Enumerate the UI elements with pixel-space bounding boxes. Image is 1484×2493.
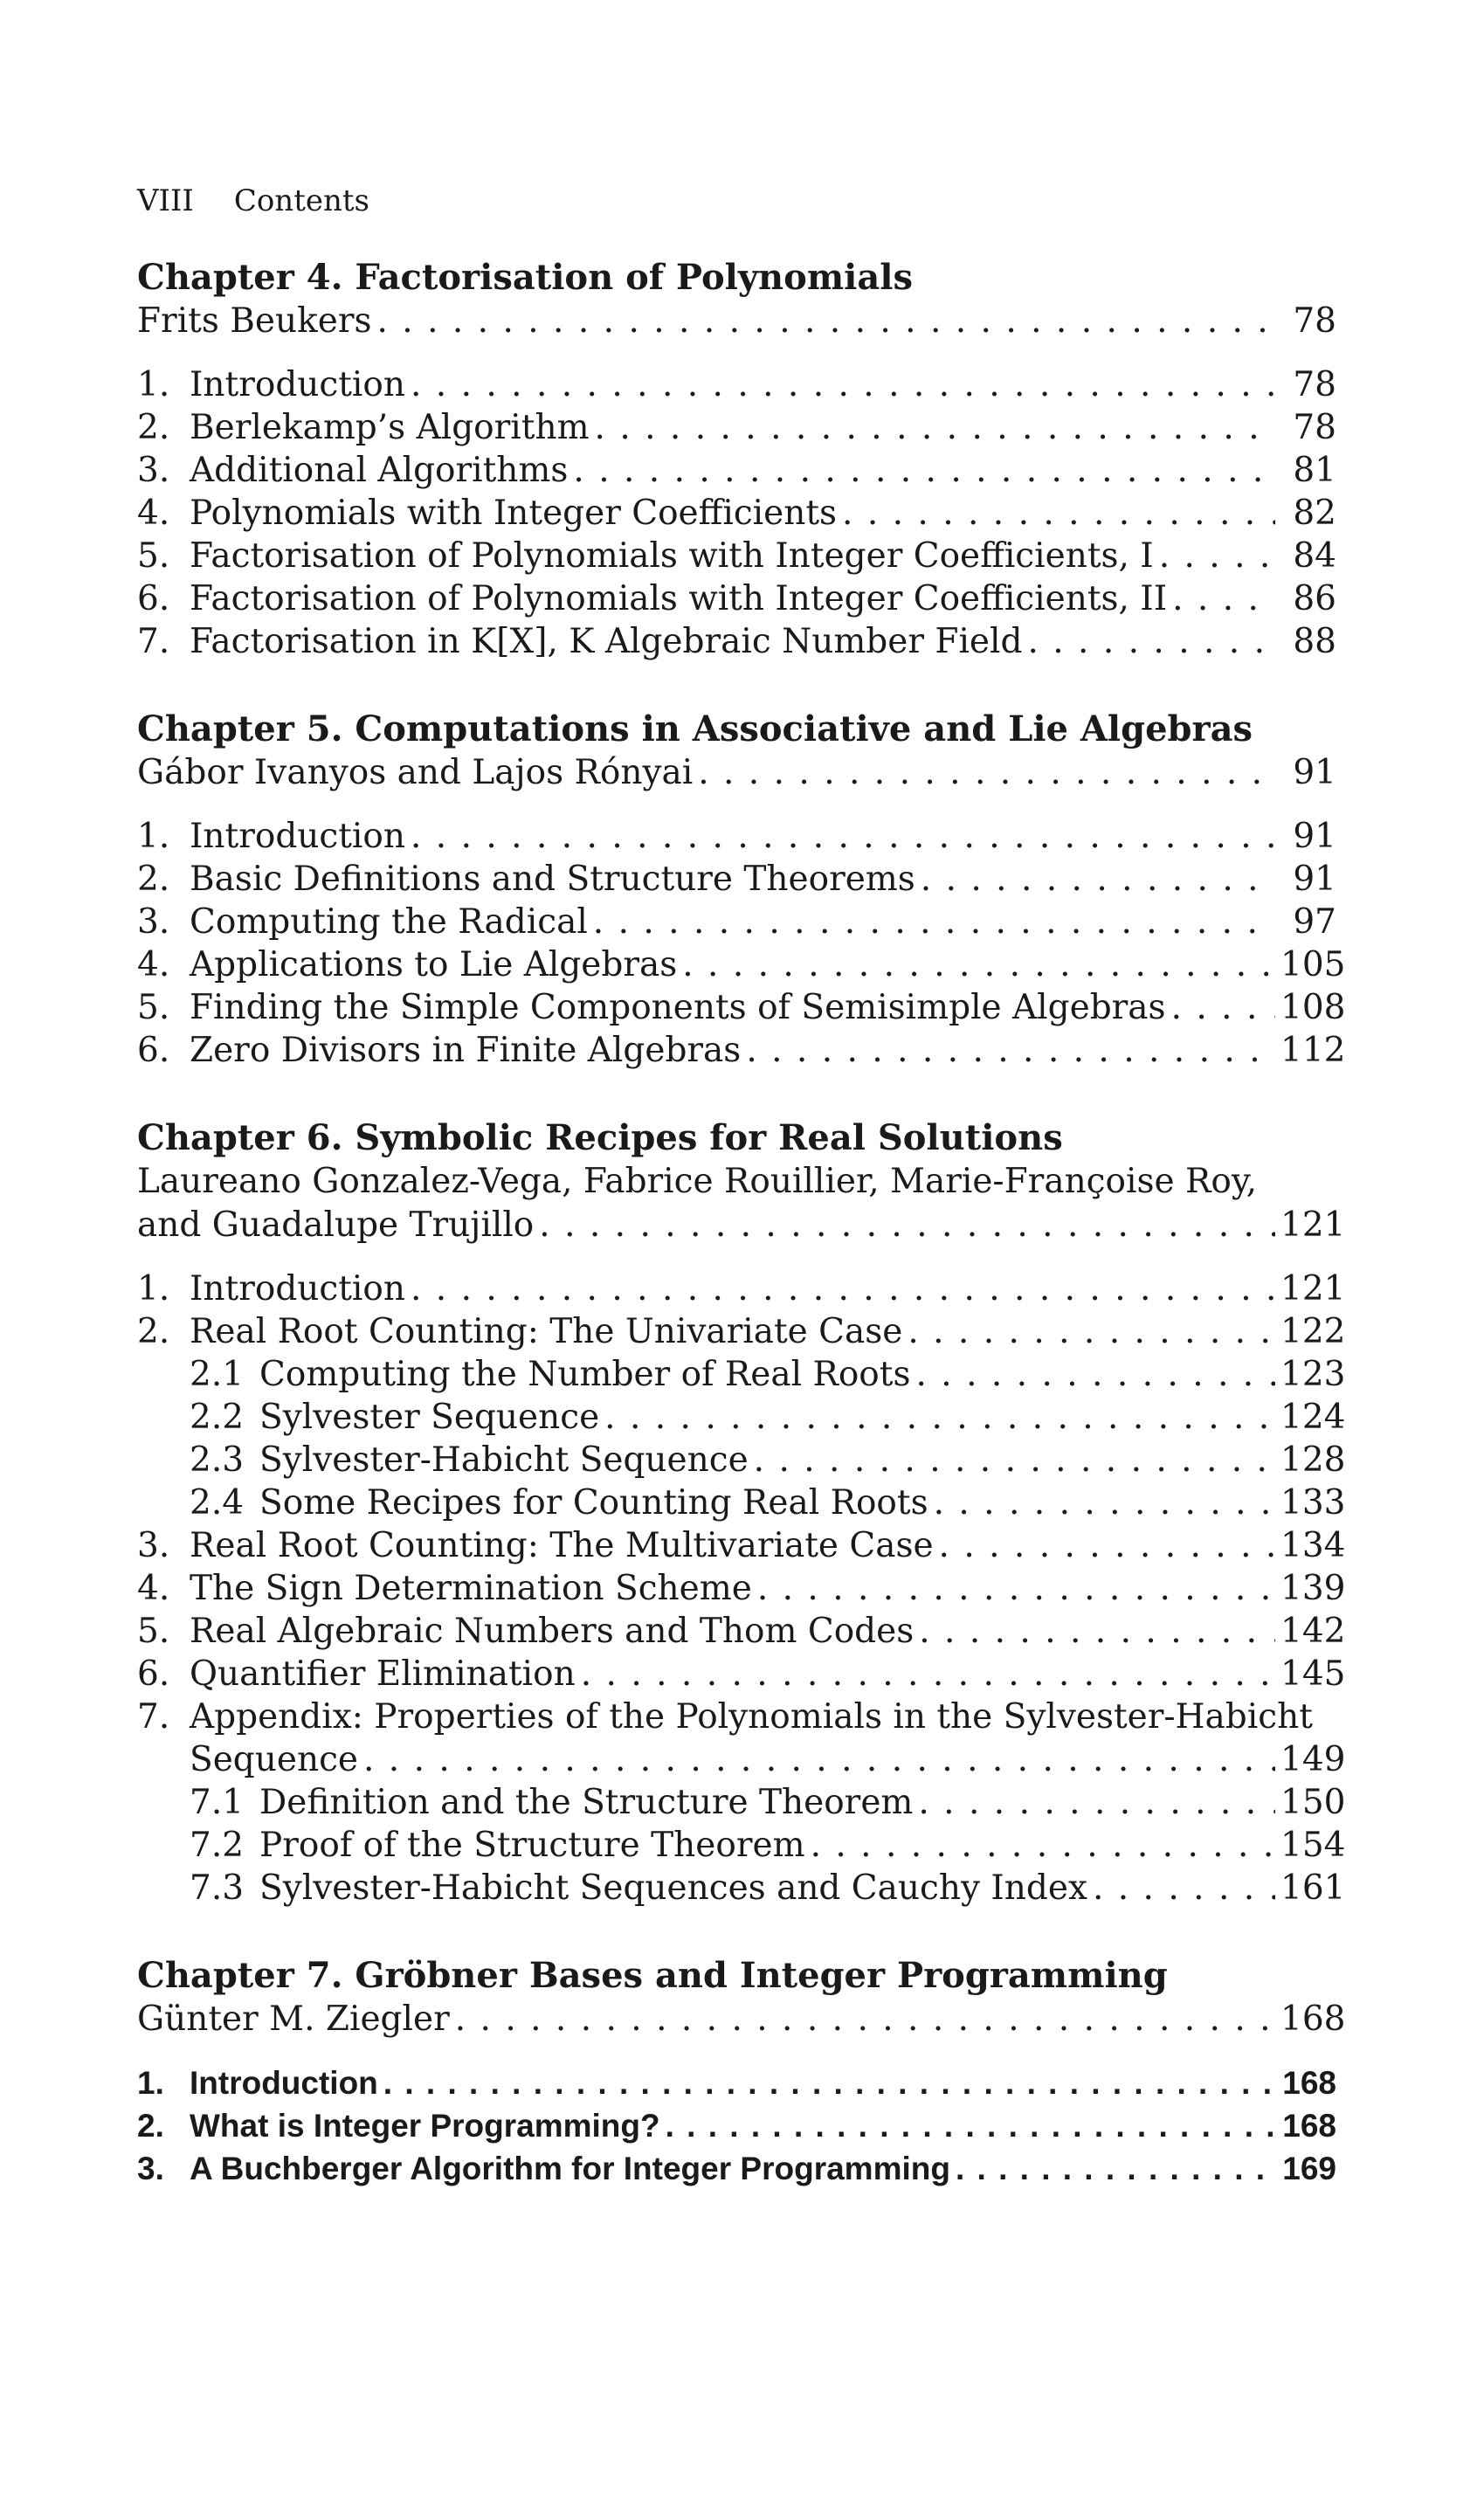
section-page: 124 (1280, 1398, 1346, 1437)
toc-entry[interactable] (137, 1653, 1346, 1695)
toc-entry[interactable] (137, 1524, 1346, 1567)
section-page: 108 (1280, 988, 1346, 1027)
section-title: Computing the Radical (190, 902, 588, 942)
section-number: 3. (137, 1526, 170, 1565)
section-page: 123 (1280, 1355, 1346, 1394)
subsection-title: Proof of the Structure Theorem (259, 1826, 805, 1865)
section-title: Real Algebraic Numbers and Thom Codes (190, 1612, 915, 1651)
contents-page (137, 179, 1346, 2234)
leader-dots (604, 1396, 1275, 1440)
chapter-title: Chapter 6. Symbolic Recipes for Real Solutions (137, 1117, 1063, 1158)
section-page: 128 (1280, 1440, 1346, 1480)
chapter-authors: Gábor Ivanyos and Lajos Rónyai (137, 753, 694, 792)
leader-dots (919, 1610, 1275, 1654)
section-title: Introduction (190, 817, 405, 856)
toc-subentry[interactable] (137, 1481, 1346, 1524)
section-title: Factorisation of Polynomials with Integer Coefficients, I (190, 536, 1154, 576)
subsection-number: 7.2 (190, 1826, 245, 1865)
section-title: Basic Definitions and Structure Theorems (190, 860, 915, 899)
section-title: Finding the Simple Components of Semisimple Algebras (190, 988, 1166, 1027)
section-page: 145 (1280, 1654, 1346, 1694)
chapter-page: 121 (1280, 1205, 1346, 1245)
toc-entry[interactable] (137, 986, 1346, 1029)
section-title: A Buchberger Algorithm for Integer Programming (190, 2151, 950, 2186)
section-page: 161 (1280, 1868, 1346, 1908)
section-page: 91 (1293, 817, 1336, 856)
leader-dots (921, 858, 1275, 901)
section-title: Quantifier Elimination (190, 1654, 576, 1694)
toc-entry[interactable] (137, 1567, 1346, 1610)
section-title: Real Root Counting: The Univariate Case (190, 1312, 903, 1351)
toc-entry[interactable] (137, 363, 1336, 406)
section-title: Introduction (190, 365, 405, 404)
subsection-title: Computing the Number of Real Roots (259, 1355, 911, 1394)
leader-dots (908, 1310, 1275, 1354)
leader-dots (811, 1824, 1275, 1868)
section-list (137, 815, 1346, 1072)
toc-entry[interactable] (137, 2104, 1336, 2147)
section-title: Additional Algorithms (190, 451, 569, 490)
section-number: 1. (137, 1269, 170, 1309)
leader-dots (1093, 1867, 1275, 1910)
toc-subentry[interactable] (137, 1867, 1346, 1909)
section-title: Zero Divisors in Finite Algebras (190, 1031, 742, 1070)
section-page: 78 (1293, 408, 1336, 447)
section-page: 88 (1293, 622, 1336, 661)
toc-entry[interactable] (137, 2061, 1336, 2104)
section-page: 105 (1280, 945, 1346, 984)
section-page: 168 (1282, 2108, 1336, 2144)
toc-subentry[interactable] (137, 1439, 1346, 1481)
section-page: 78 (1293, 365, 1336, 404)
chapter-page: 168 (1280, 1999, 1346, 2039)
leader-dots (593, 901, 1275, 944)
section-page: 82 (1293, 494, 1336, 533)
chapter-authors: Günter M. Ziegler (137, 1999, 450, 2039)
leader-dots (573, 449, 1275, 493)
toc-entry[interactable] (137, 492, 1336, 535)
subsection-number: 2.1 (190, 1355, 245, 1394)
leader-dots (939, 1524, 1275, 1568)
toc-entry[interactable] (137, 577, 1336, 620)
section-number: 5. (137, 1612, 170, 1651)
leader-dots (363, 1738, 1275, 1782)
section-page: 142 (1280, 1612, 1346, 1651)
subsection-title: Sylvester-Habicht Sequences and Cauchy Index (259, 1868, 1087, 1908)
toc-entry[interactable] (137, 815, 1336, 858)
section-page: 139 (1280, 1569, 1346, 1608)
section-number: 7. (137, 1697, 170, 1737)
section-title: Introduction (190, 2065, 378, 2101)
section-number: 1. (137, 817, 170, 856)
leader-dots (411, 363, 1275, 407)
chapter-6 (137, 1116, 1346, 1909)
toc-subentry[interactable] (137, 1396, 1346, 1439)
section-title: Polynomials with Integer Coefficients (190, 494, 838, 533)
leader-dots (455, 1998, 1275, 2041)
section-title: Factorisation in K[X], K Algebraic Number Field (190, 622, 1023, 661)
leader-dots (595, 406, 1275, 450)
leader-dots (757, 1567, 1275, 1611)
subsection-number: 7.3 (190, 1868, 245, 1908)
section-number: 6. (137, 1031, 170, 1070)
section-number: 5. (137, 536, 170, 576)
section-page: 84 (1293, 536, 1336, 576)
toc-entry[interactable] (137, 535, 1336, 577)
chapter-author-entry[interactable] (137, 1998, 1346, 2041)
subsection-number: 7.1 (190, 1783, 245, 1822)
section-list (137, 1267, 1346, 1909)
subsection-title: Sylvester-Habicht Sequence (259, 1440, 749, 1480)
toc-entry[interactable] (137, 901, 1336, 943)
toc-entry-continuation[interactable] (137, 1738, 1346, 1781)
leader-dots (918, 1781, 1275, 1825)
leader-dots (581, 1653, 1275, 1696)
leader-dots (1159, 535, 1275, 578)
section-page: 86 (1293, 579, 1336, 618)
section-number: 2. (137, 860, 170, 899)
toc-entry[interactable] (137, 449, 1336, 492)
leader-dots (383, 2061, 1275, 2105)
section-page: 149 (1280, 1740, 1346, 1779)
leader-dots (1027, 620, 1275, 664)
section-number: 5. (137, 988, 170, 1027)
section-title: Introduction (190, 1269, 405, 1309)
section-number: 7. (137, 622, 170, 661)
leader-dots (754, 1439, 1275, 1482)
toc-entry-first-line[interactable] (137, 1695, 1336, 1738)
section-title: Berlekamp’s Algorithm (190, 408, 590, 447)
section-page: 91 (1293, 860, 1336, 899)
page-number: VIII (137, 183, 194, 218)
chapter-author-entry[interactable] (137, 300, 1336, 342)
chapter-7 (137, 1954, 1346, 2190)
chapter-page: 91 (1293, 753, 1336, 792)
section-number: 6. (137, 1654, 170, 1694)
section-title-continuation: Sequence (190, 1740, 359, 1779)
leader-dots (956, 2147, 1275, 2191)
section-page: 97 (1293, 902, 1336, 942)
chapter-authors: Frits Beukers (137, 301, 372, 341)
section-number: 3. (137, 902, 170, 942)
toc-subentry[interactable] (137, 1824, 1346, 1867)
leader-dots (746, 1029, 1275, 1073)
chapter-author-entry[interactable] (137, 1204, 1346, 1246)
chapter-title: Chapter 5. Computations in Associative and Lie Algebras (137, 708, 1253, 749)
section-title: Appendix: Properties of the Polynomials in the Sylvester-Habicht (190, 1697, 1313, 1737)
leader-dots (682, 943, 1275, 987)
subsection-number: 2.2 (190, 1398, 245, 1437)
section-number: 6. (137, 579, 170, 618)
section-number: 3. (137, 451, 170, 490)
running-head (137, 179, 1336, 223)
leader-dots (411, 1267, 1275, 1311)
section-page: 134 (1280, 1526, 1346, 1565)
leader-dots (539, 1204, 1275, 1247)
toc-entry[interactable] (137, 1267, 1346, 1310)
section-page: 154 (1280, 1826, 1346, 1865)
section-number: 1. (137, 365, 170, 404)
section-number: 4. (137, 1569, 170, 1608)
chapter-5 (137, 708, 1346, 1072)
toc-entry[interactable] (137, 406, 1336, 449)
toc-entry[interactable] (137, 858, 1336, 901)
leader-dots (915, 1353, 1275, 1397)
section-page: 168 (1282, 2065, 1336, 2101)
leader-dots (698, 751, 1275, 795)
section-title: The Sign Determination Scheme (190, 1569, 752, 1608)
section-number: 4. (137, 945, 170, 984)
toc-entry[interactable] (137, 1610, 1346, 1653)
section-page: 150 (1280, 1783, 1346, 1822)
section-page: 169 (1282, 2151, 1336, 2186)
section-title: Factorisation of Polynomials with Integer Coefficients, II (190, 579, 1168, 618)
toc-entry[interactable] (137, 2147, 1336, 2190)
section-page: 81 (1293, 451, 1336, 490)
section-number: 1. (137, 2065, 164, 2101)
leader-dots (934, 1481, 1275, 1525)
section-number: 2. (137, 1312, 170, 1351)
subsection-number: 2.4 (190, 1483, 245, 1523)
toc-entry[interactable] (137, 1029, 1346, 1072)
subsection-title: Definition and the Structure Theorem (259, 1783, 914, 1822)
section-page: 122 (1280, 1312, 1346, 1351)
leader-dots (842, 492, 1275, 535)
leader-dots (1171, 986, 1275, 1030)
chapter-authors-line-1: Laureano Gonzalez-Vega, Fabrice Rouillier, Marie-Françoise Roy, (137, 1162, 1258, 1201)
chapter-4 (137, 256, 1336, 663)
section-number: 2. (137, 2108, 164, 2144)
leader-dots (377, 300, 1276, 343)
section-title: Real Root Counting: The Multivariate Case (190, 1526, 934, 1565)
leader-dots (1172, 577, 1275, 621)
subsection-title: Sylvester Sequence (259, 1398, 600, 1437)
running-title: Contents (233, 183, 369, 218)
section-title: What is Integer Programming? (190, 2108, 660, 2144)
toc-subentry[interactable] (137, 1781, 1346, 1824)
subsection-number: 2.3 (190, 1440, 245, 1480)
section-number: 3. (137, 2151, 164, 2186)
section-number: 4. (137, 494, 170, 533)
toc-entry[interactable] (137, 1310, 1346, 1353)
section-page: 121 (1280, 1269, 1346, 1309)
toc-entry[interactable] (137, 943, 1346, 986)
chapter-title: Chapter 7. Gröbner Bases and Integer Programming (137, 1955, 1168, 1996)
section-list (137, 363, 1336, 663)
leader-dots (411, 815, 1275, 859)
leader-dots (666, 2104, 1275, 2148)
chapter-author-entry[interactable] (137, 751, 1336, 794)
section-title: Applications to Lie Algebras (190, 945, 678, 984)
toc-entry[interactable] (137, 620, 1336, 663)
section-page: 112 (1280, 1031, 1346, 1070)
chapter-page: 78 (1293, 301, 1336, 341)
toc-subentry[interactable] (137, 1353, 1346, 1396)
section-number: 2. (137, 408, 170, 447)
subsection-title: Some Recipes for Counting Real Roots (259, 1483, 928, 1523)
chapter-title: Chapter 4. Factorisation of Polynomials (137, 257, 913, 298)
section-list (137, 2061, 1336, 2190)
section-page: 133 (1280, 1483, 1346, 1523)
chapter-authors: and Guadalupe Trujillo (137, 1205, 535, 1245)
